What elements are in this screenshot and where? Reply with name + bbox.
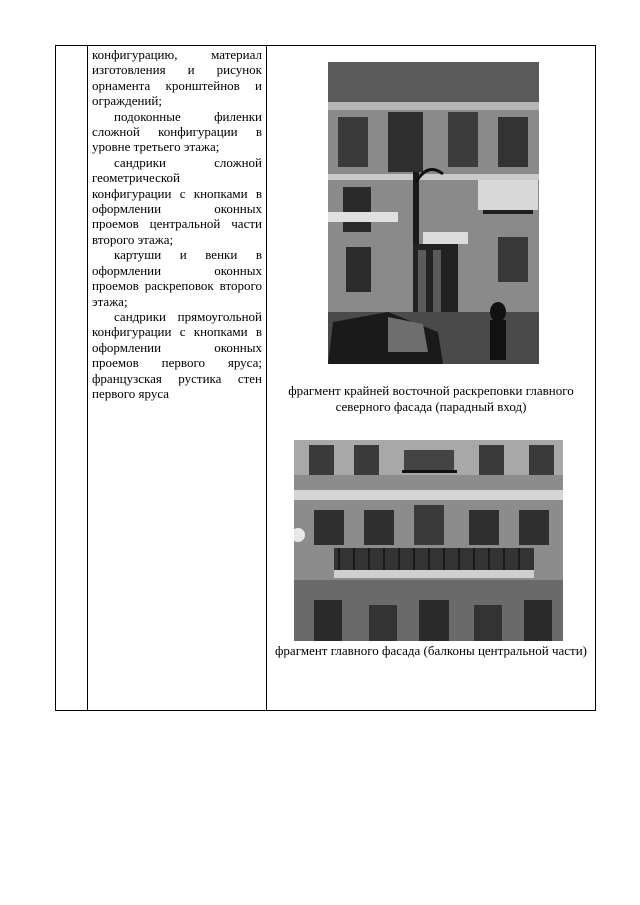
description-paragraph: подоконные филенки сложной конфигурации в уровне третьего этажа; (92, 108, 262, 155)
description-paragraph: конфигурацию, материал изготовления и рисунок орнамента кронштейнов и ограждений; (92, 47, 262, 109)
column-divider (266, 46, 267, 710)
description-paragraph: сандрики сложной геометрической конфигурации с кнопками в оформлении оконных проемов центральной части второго этажа; (92, 154, 262, 247)
description-paragraph: картуши и венки в оформлении оконных проемов раскреповок второго этажа; (92, 247, 262, 309)
photo-caption: фрагмент крайней восточной раскреповки главного северного фасада (парадный вход) (288, 383, 574, 414)
description-paragraph: сандрики прямоугольной конфигурации с кнопками в оформлении оконных проемов первого яруса; французская рустика стен первого яруса (92, 308, 262, 401)
photo-caption: фрагмент главного фасада (балконы центральной части) (275, 643, 587, 658)
facade-balconies-photo (294, 440, 563, 641)
column-divider (87, 46, 88, 710)
description-cell (92, 46, 262, 401)
facade-entrance-photo (328, 62, 539, 364)
